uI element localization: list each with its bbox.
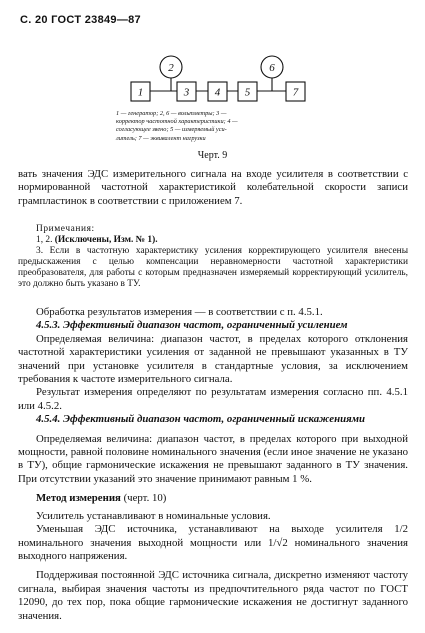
paragraph: Уменьшая ЭДС источника, устанавливают на выходе усилителя 1/2 номинального значения выходной мощности или 1/√2 номинального значения выходного напряжения. [18,523,408,562]
caption-line: 1 — генератор; 2, 6 — вольтметры; 3 — [116,110,227,117]
paragraph: Обработка результатов измерения — в соответствии с п. 4.5.1. [36,306,323,318]
caption-line: корректор частотной характеристики; 4 — [116,118,238,126]
circle-label-6: 6 [269,62,275,74]
box-label-3: 3 [183,86,190,99]
note-1-number: 1, 2. [36,235,55,245]
note-3: 3. Если в частотную характеристику усиления корректирующего усилителя внесены предыскажения с целью компенсации неравномерности частотной характеристики преобразователя, для работы с которым предназначен измеряемый корректирующий усилитель, это должно быть указано в ТУ. [18,246,408,289]
box-label-5: 5 [244,86,251,99]
note-1 [18,235,408,246]
body-text-2 [18,306,408,623]
paragraph: вать значения ЭДС измерительного сигнала на входе усилителя в соответствии с нормированной частотной характеристикой колебательной скорости записи грампластинок в соответствии с приложением 7. [18,168,408,207]
method-ref: (черт. 10) [120,492,167,505]
paragraph: Усилитель устанавливают в номинальные условия. [36,509,271,522]
page-header: С. 20 ГОСТ 23849—87 [20,14,141,26]
paragraph: Поддерживая постоянной ЭДС источника сигнала, дискретно изменяют частоту сигнала, выбирая значения частоты из предпочтительного ряда частот по ГОСТ 12090, до тех пор, пока общие гармонические искажения не достигнут заданного значения. [18,569,408,622]
box-label-4: 4 [214,86,221,99]
caption-line: согласующее звено; 5 — измеряемый уси- [116,126,227,134]
figure-title: Черт. 9 [197,150,228,161]
paragraph: Определяемая величина: диапазон частот, в пределах которого отклонения частотной характеристики усиления от заданной не превышают указанных в ТУ значений при установке усилителя в стандартные условия, за исключением требования к частоте измерительного сигнала. [18,332,408,386]
figure-caption [116,110,316,143]
body-text-1 [18,168,408,208]
section-heading-4-5-4: 4.5.4. Эффективный диапазон частот, ограниченный искажениями [36,413,366,426]
note-1-text: (Исключены, Изм. № 1). [54,235,158,245]
method-line [18,492,408,505]
paragraph: Определяемая величина: диапазон частот, в пределах которого при выходной мощности, равной половине номинального значения (если иное значение не указано в ТУ), общие гармонические искажения не превышают заданного в ТУ значения. При отсутствии указаний это значение принимают равным 1 %. [18,432,408,485]
caption-line: литель; 7 — эквивалент нагрузки [116,134,206,142]
notes-title: Примечания: [36,224,95,234]
notes-block [18,224,408,290]
circle-label-2: 2 [168,62,174,74]
box-label-7: 7 [292,86,299,99]
method-label: Метод измерения [36,492,121,505]
section-heading-4-5-3: 4.5.3. Эффективный диапазон частот, ограниченный усилением [36,319,348,332]
paragraph: Результат измерения определяют по результатам измерения согласно пп. 4.5.1 или 4.5.2. [18,386,408,412]
box-label-1: 1 [137,86,144,99]
